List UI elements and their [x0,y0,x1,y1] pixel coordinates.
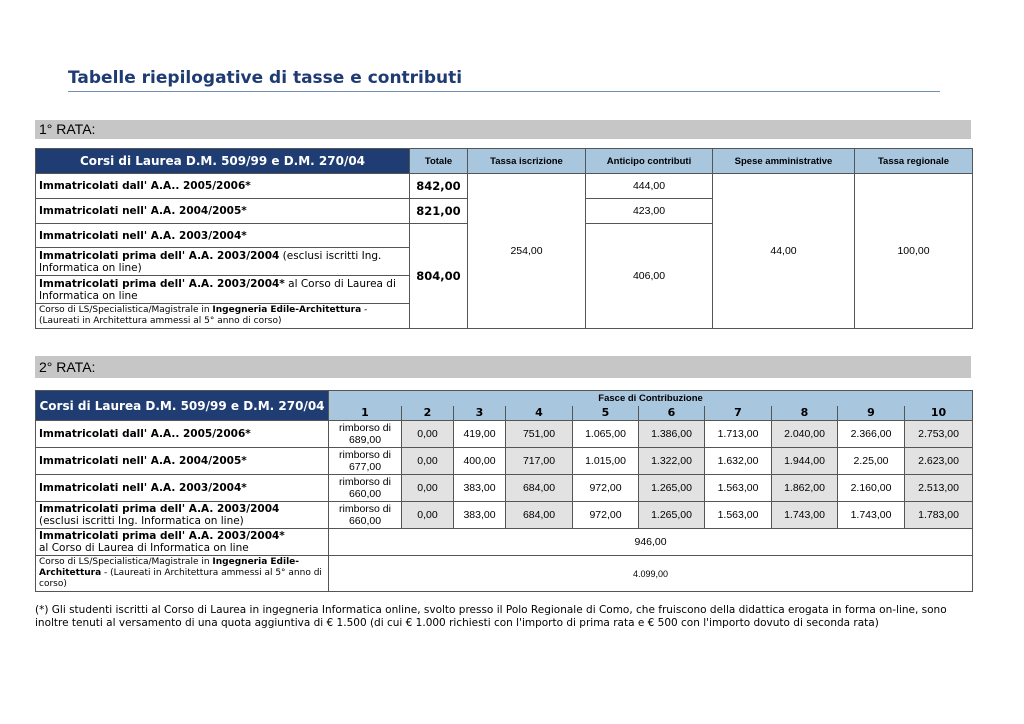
fascia-value: 1.015,00 [573,448,639,475]
fascia-value: 1.265,00 [639,475,705,502]
row-label: Immatricolati prima dell' A.A. 2003/2004 (esclusi iscritti Ing. Informatica on line) [36,248,410,276]
fascia-value: 717,00 [506,448,573,475]
tassa-iscrizione-value: 254,00 [468,174,586,329]
row-label: Immatricolati prima dell' A.A. 2003/2004 (esclusi iscritti Ing. Informatica on line) [36,502,329,529]
fascia-value: 1.563,00 [705,502,772,529]
fascia-value: 972,00 [573,475,639,502]
fascia-index: 6 [639,406,705,421]
regionale-value: 100,00 [855,174,973,329]
fascia-value: 0,00 [402,475,454,502]
row-label: Corso di LS/Specialistica/Magistrale in Ingegneria Edile-Architettura - (Laureati in Architettura ammessi al 5° anno di corso) [36,556,329,592]
fascia-index: 10 [905,406,973,421]
fascia-value: 0,00 [402,448,454,475]
rata2-table [35,390,973,592]
row-label: Immatricolati prima dell' A.A. 2003/2004* al Corso di Laurea di Informatica on line [36,529,329,556]
fascia-index: 9 [838,406,905,421]
rata1-header-totale: Totale [410,149,468,174]
fascia-value: 383,00 [454,475,506,502]
fascia-index: 5 [573,406,639,421]
row-label: Immatricolati nell' A.A. 2004/2005* [36,199,410,224]
rata1-header-spese: Spese amministrative [713,149,855,174]
fascia-value: 419,00 [454,421,506,448]
section-rata1: 1° RATA: [35,120,971,139]
fascia-value: 1.065,00 [573,421,639,448]
fascia-value: rimborso di 677,00 [329,448,402,475]
edile-value: 4.099,00 [329,556,973,592]
row-label: Immatricolati dall' A.A.. 2005/2006* [36,174,410,199]
row-label: Immatricolati nell' A.A. 2003/2004* [36,224,410,248]
fascia-value: rimborso di 660,00 [329,475,402,502]
fascia-value: 1.743,00 [838,502,905,529]
fascia-value: 2.513,00 [905,475,973,502]
fascia-value: 751,00 [506,421,573,448]
footnote: (*) Gli studenti iscritti al Corso di Laurea in ingegneria Informatica online, svolto presso il Polo Regionale di Como, che fruiscono della didattica erogata in forma on-line, sono inoltre tenuti al versamento di una quota aggiuntiva di € 1.500 (di cui € 1.000 richiesti con l'importo di prima rata e € 500 con l'importo dovuto di seconda rata) [35,604,947,629]
table-row [36,174,973,199]
fascia-value: 1.862,00 [772,475,838,502]
row-label: Immatricolati prima dell' A.A. 2003/2004* al Corso di Laurea di Informatica on line [36,276,410,304]
table-row [36,556,973,592]
fascia-index: 4 [506,406,573,421]
fascia-value: rimborso di 689,00 [329,421,402,448]
fascia-value: 383,00 [454,502,506,529]
fascia-value: 2.25,00 [838,448,905,475]
merged-totale: 804,00 [410,224,468,329]
page-title: Tabelle riepilogative di tasse e contributi [68,68,463,88]
row-label: Immatricolati nell' A.A. 2004/2005* [36,448,329,475]
row-totale: 842,00 [410,174,468,199]
fascia-value: 2.753,00 [905,421,973,448]
table-row [36,502,973,529]
row-totale: 821,00 [410,199,468,224]
row-label: Corso di LS/Specialistica/Magistrale in Ingegneria Edile-Architettura - (Laureati in Architettura ammessi al 5° anno di corso) [36,304,410,329]
fascia-index: 3 [454,406,506,421]
fascia-value: 0,00 [402,502,454,529]
table-row [36,529,973,556]
fascia-value: 1.713,00 [705,421,772,448]
table-row [36,448,973,475]
title-divider [68,91,940,92]
fascia-index: 8 [772,406,838,421]
spese-value: 44,00 [713,174,855,329]
rata1-header-tassa-iscrizione: Tassa iscrizione [468,149,586,174]
fascia-value: 2.160,00 [838,475,905,502]
fascia-value: 1.783,00 [905,502,973,529]
fascia-value: 400,00 [454,448,506,475]
merged-anticipo: 406,00 [586,224,713,329]
fascia-value: 1.265,00 [639,502,705,529]
table-row [36,421,973,448]
fascia-value: 2.040,00 [772,421,838,448]
fascia-index: 7 [705,406,772,421]
fascia-value: 684,00 [506,475,573,502]
row-anticipo: 423,00 [586,199,713,224]
section-rata2: 2° RATA: [35,356,971,378]
rata2-header-fasce: Fasce di Contribuzione [329,391,973,406]
fascia-value: 1.563,00 [705,475,772,502]
fascia-value: 1.632,00 [705,448,772,475]
row-label: Immatricolati dall' A.A.. 2005/2006* [36,421,329,448]
rata2-header-corsi: Corsi di Laurea D.M. 509/99 e D.M. 270/04 [36,391,329,421]
fascia-value: 684,00 [506,502,573,529]
rata1-header-anticipo: Anticipo contributi [586,149,713,174]
rata1-header-corsi: Corsi di Laurea D.M. 509/99 e D.M. 270/04 [36,149,410,174]
fascia-value: 1.386,00 [639,421,705,448]
fascia-value: 1.322,00 [639,448,705,475]
fascia-value: 0,00 [402,421,454,448]
fascia-value: 1.944,00 [772,448,838,475]
fascia-index: 1 [329,406,402,421]
fascia-value: 2.623,00 [905,448,973,475]
fascia-value: rimborso di 660,00 [329,502,402,529]
fascia-index: 2 [402,406,454,421]
fascia-value: 2.366,00 [838,421,905,448]
row-label: Immatricolati nell' A.A. 2003/2004* [36,475,329,502]
rata1-header-regionale: Tassa regionale [855,149,973,174]
fascia-value: 972,00 [573,502,639,529]
rata1-table [35,148,973,329]
row-anticipo: 444,00 [586,174,713,199]
table-row [36,475,973,502]
online-value: 946,00 [329,529,973,556]
fascia-value: 1.743,00 [772,502,838,529]
